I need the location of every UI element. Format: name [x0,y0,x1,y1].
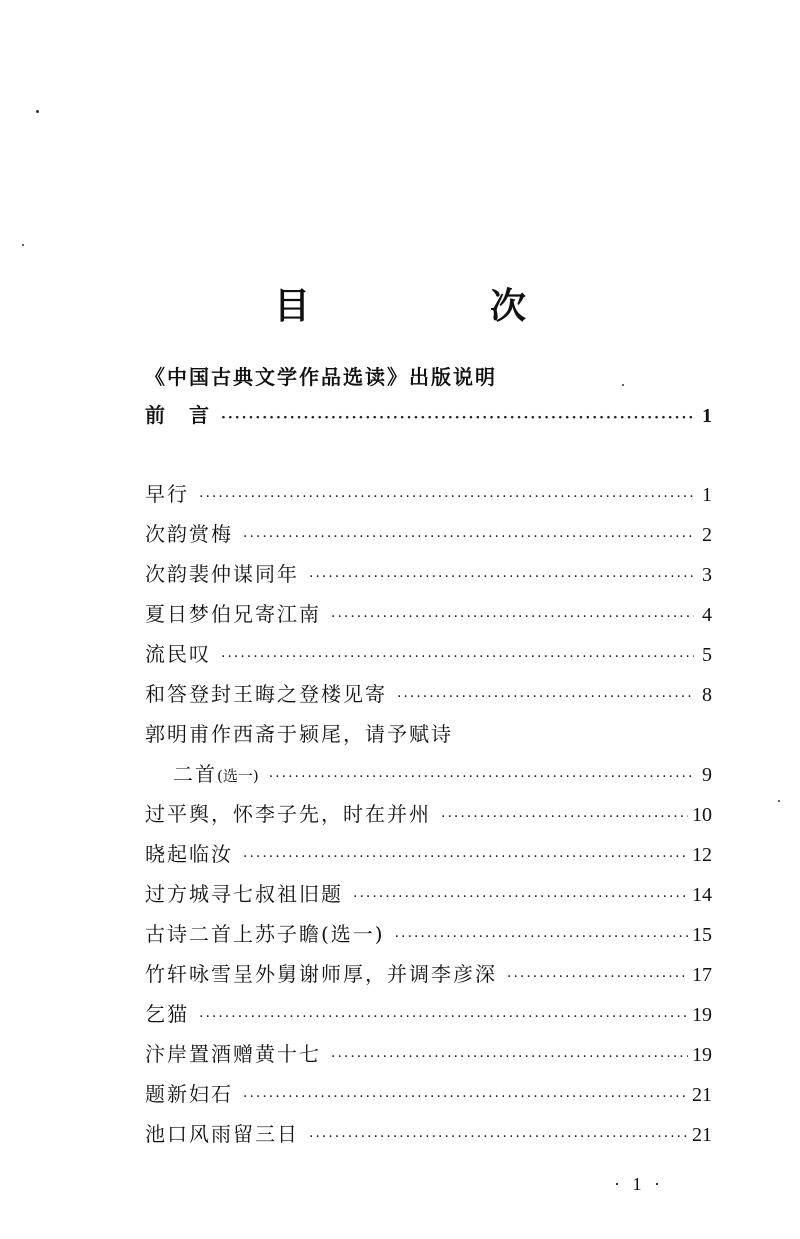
toc-entry-label: 题新妇石 [145,1082,233,1106]
page-title: 目 次 [273,285,598,327]
scan-speck [36,110,39,113]
leader-dots [353,882,688,912]
leader-dots [269,762,694,792]
scan-speck [22,244,24,246]
toc-entry[interactable] [145,959,712,989]
toc-entry[interactable] [145,999,712,1029]
toc-entry[interactable] [145,599,712,629]
page-number: · 1 · [614,1174,664,1194]
leader-dots [397,682,694,712]
toc-entry-label: 晓起临汝 [145,842,233,866]
toc-entry-page: 5 [702,644,712,666]
toc-entry-label: 早行 [145,482,189,506]
toc-entry[interactable] [145,559,712,589]
toc-entry[interactable] [145,679,712,709]
toc-entry-preface[interactable] [145,400,712,430]
toc-entry[interactable] [145,1079,712,1109]
leader-dots [243,522,694,552]
toc-entry-label: 竹轩咏雪呈外舅谢师厚，并调李彦深 [145,962,497,986]
toc-entry-label: 夏日梦伯兄寄江南 [145,602,321,626]
scan-speck [778,800,780,802]
leader-dots [221,642,694,672]
toc-entry-page: 14 [692,884,712,906]
toc-entry-page: 19 [692,1044,712,1066]
toc-entry-label: 古诗二首上苏子瞻(选一) [145,922,385,946]
toc-entry-page: 3 [702,564,712,586]
toc-entry-continuation[interactable] [145,759,712,789]
leader-dots [331,1042,688,1072]
toc-entry-page: 8 [702,684,712,706]
toc-entry[interactable] [145,479,712,509]
toc-entry-label: 次韵裴仲谋同年 [145,562,299,586]
toc-entry-page: 9 [702,764,712,786]
toc-entry-page: 2 [702,524,712,546]
toc-entry[interactable] [145,1119,712,1149]
leader-dots [309,562,694,592]
toc-entry[interactable] [145,639,712,669]
toc-entry-page: 21 [692,1124,712,1146]
toc-entry-label: 流民叹 [145,642,211,666]
leader-dots [243,842,688,872]
toc-entry-page: 1 [702,484,712,506]
toc-entry-label: 池口风雨留三日 [145,1122,299,1146]
toc-entry-page: 1 [702,405,712,427]
toc-entry-page: 19 [692,1004,712,1026]
toc-entry[interactable] [145,919,712,949]
leader-dots [199,482,694,512]
toc-entry-label: 过方城寻七叔祖旧题 [145,882,343,906]
toc-entry-label: 前 言 [145,403,211,427]
toc-entry-label: 乞猫 [145,1002,189,1026]
scan-speck [622,384,624,386]
leader-dots [331,602,694,632]
leader-dots [243,1082,688,1112]
toc-entry-page: 17 [692,964,712,986]
toc-entry-label: 汴岸置酒赠黄十七 [145,1042,321,1066]
leader-dots [395,922,688,952]
leader-dots [441,802,688,832]
toc-entry-label: 和答登封王晦之登楼见寄 [145,682,387,706]
toc-entry-publication-note[interactable] [145,362,712,392]
toc-entry-label: 郭明甫作西斋于颍尾，请予赋诗 [145,722,453,746]
toc-entry[interactable] [145,1039,712,1069]
toc-entry[interactable] [145,719,712,749]
toc-entry-page: 4 [702,604,712,626]
leader-dots [309,1122,688,1152]
toc-entry[interactable] [145,839,712,869]
toc-entry[interactable] [145,799,712,829]
toc-entry-label: 《中国古典文学作品选读》出版说明 [145,365,497,389]
leader-dots [199,1002,688,1032]
toc-entry-page: 21 [692,1084,712,1106]
toc-entry-page: 10 [692,804,712,826]
toc-entry-label: 二首(选一) [173,762,259,786]
toc-entry-note: (选一) [217,767,259,785]
toc-entry[interactable] [145,879,712,909]
toc-entry-page: 12 [692,844,712,866]
toc-entry-page: 15 [692,924,712,946]
leader-dots [507,962,688,992]
leader-dots [221,403,694,433]
toc-entry[interactable] [145,519,712,549]
toc-entry-label: 过平舆，怀李子先，时在并州 [145,802,431,826]
toc-entry-label: 次韵赏梅 [145,522,233,546]
